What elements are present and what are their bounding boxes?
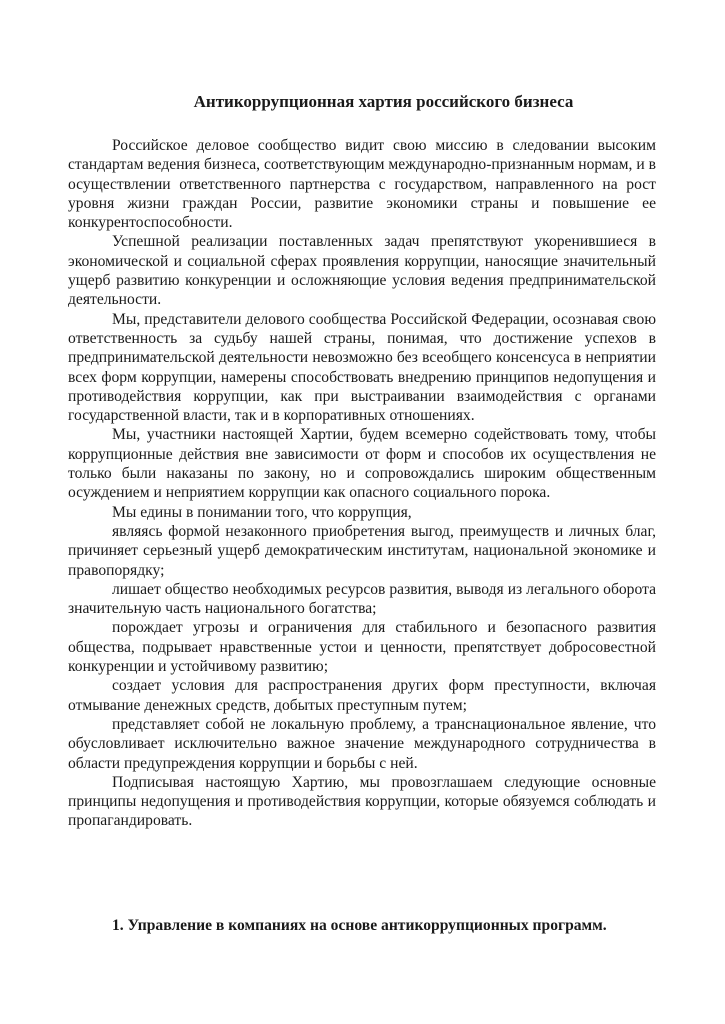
paragraph-proclaim: Подписывая настоящую Хартию, мы провозглашаем следующие основные принципы недопущения и противодействия коррупции, которые обязуемся соблюдать и пропагандировать. [68,773,656,830]
paragraph-transnational: представляет собой не локальную проблему, а транснациональное явление, что обусловливает исключительно важное значение международного сотрудничества в области предупреждения коррупции и борьбы с ней. [68,715,656,772]
paragraph-participants: Мы, участники настоящей Хартии, будем всемерно содействовать тому, чтобы коррупционные действия вне зависимости от форм и способов их осуществления не только были наказаны по закону, но и сопровождались широким общественным осуждением и неприятием коррупции как опасного социального порока. [68,426,656,502]
paragraph-united: Мы едины в понимании того, что коррупция, [112,503,412,521]
paragraph-crime-conditions: создает условия для распространения других форм преступности, включая отмывание денежных средств, добытых преступным путем; [68,677,656,714]
document-body [68,136,656,831]
paragraph-representatives: Мы, представители делового сообщества Российской Федерации, осознавая свою ответственность за судьбу нашей страны, понимая, что достижение успехов в предпринимательской деятельности невозможно без всеобщего консенсуса в неприятии всех форм коррупции, намерены способствовать внедрению принципов недопущения и противодействия коррупции, как при выстраивании взаимодействия с органами государственной власти, так и в корпоративных отношениях. [68,310,656,425]
paragraph-threats: порождает угрозы и ограничения для стабильного и безопасного развития общества, подрывает нравственные устои и ценности, препятствует добросовестной конкуренции и устойчивому развитию; [68,619,656,676]
paragraph-obstacles: Успешной реализации поставленных задач препятствуют укоренившиеся в экономической и социальной сферах проявления коррупции, наносящие значительный ущерб развитию конкуренции и осложняющие условия ведения предпринимательской деятельности. [68,233,656,309]
paragraph-illegal-gain: являясь формой незаконного приобретения выгод, преимуществ и личных благ, причиняет серьезный ущерб демократическим институтам, национальной экономике и правопорядку; [68,522,656,579]
paragraph-mission: Российское деловое сообщество видит свою миссию в следовании высоким стандартам ведения бизнеса, соответствующим международно-признанным нормам, и в осуществлении ответственного партнерства с государством, направленного на рост уровня жизни граждан России, развитие экономики страны и повышение ее конкурентоспособности. [68,137,656,232]
paragraph-deprives: лишает общество необходимых ресурсов развития, выводя из легального оборота значительную часть национального богатства; [68,580,656,618]
document-title: Антикоррупционная хартия российского бизнеса [193,92,574,111]
section-heading-1: 1. Управление в компаниях на основе антикоррупционных программ. [112,917,607,934]
